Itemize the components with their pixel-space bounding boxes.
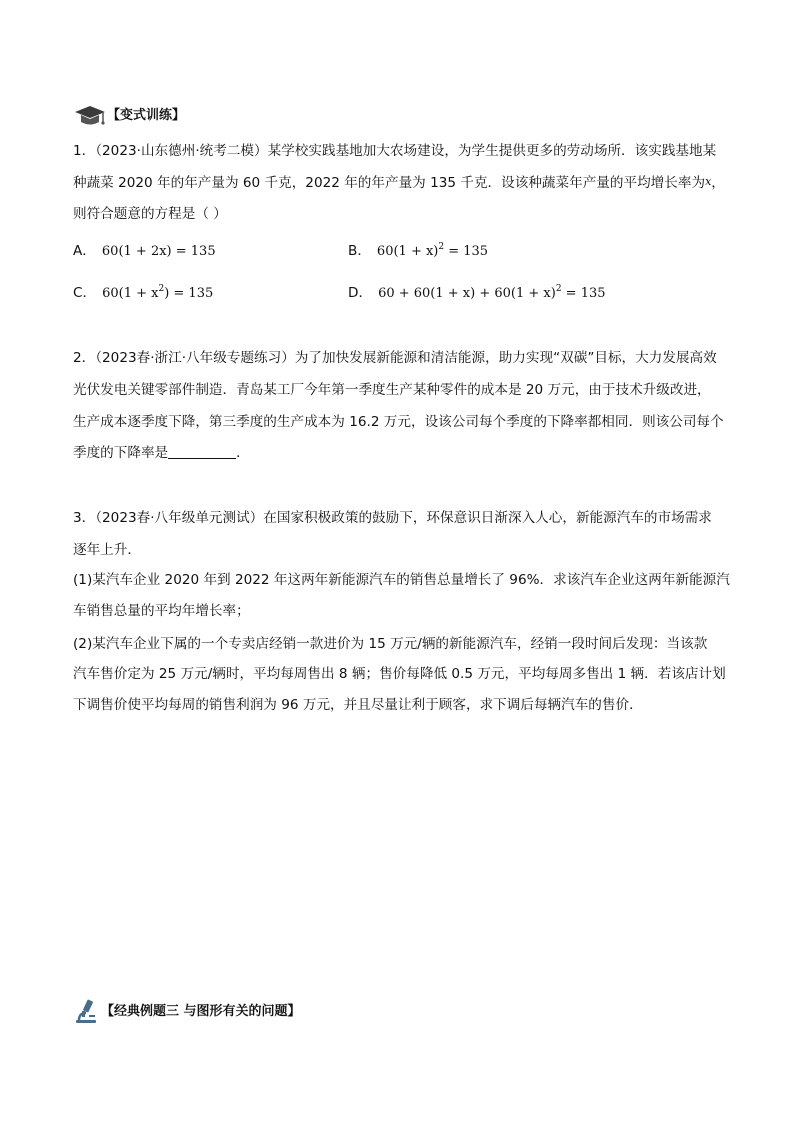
option-expression: $60 + 60(1 + x) + 60(1 + x)^2 = 135$	[378, 284, 606, 301]
q3-part2-line1: (2)某汽车企业下属的一个专卖店经销一款进价为 15 万元/辆的新能源汽车，经销一段时间后发现：当该款	[73, 636, 708, 652]
q2-line4-text: 季度的下降率是	[73, 445, 169, 461]
q3-part2-line3: 下调售价使平均每周的销售利润为 96 万元，并且尽量让利于顾客，求下调后每辆汽车的售价．	[73, 697, 643, 713]
option-label: C．	[73, 285, 97, 301]
q2-line1: 2．（2023春·浙江·八年级专题练习）为了加快发展新能源和清洁能源，助力实现“双碳”目标，大力发展高效	[73, 350, 717, 366]
option-expression: 60(1 + 2x) = 135	[101, 244, 216, 259]
option-expression: $60(1 + x^2) = 135$	[102, 284, 214, 301]
q3-line2: 逐年上升．	[73, 542, 141, 558]
q1-line2-text: 种蔬菜 2020 年的年产量为 60 千克，2022 年的年产量为 135 千克．设该种蔬菜年产量的平均增长率为	[73, 175, 706, 191]
q3-part2-line2: 汽车售价定为 25 万元/辆时，平均每周售出 8 辆；售价每降低 0.5 万元，平均每周多售出 1 辆．若该店计划	[73, 666, 726, 682]
q3-part1-line1: (1)某汽车企业 2020 年到 2022 年这两年新能源汽车的销售总量增长了 96%．求该汽车企业这两年新能源汽	[73, 572, 730, 588]
q1-line3: 则符合题意的方程是（ ）	[73, 206, 227, 222]
option-expression: $60(1 + x)^2 = 135$	[376, 242, 489, 259]
section-title: 【经典例题三 与图形有关的问题】	[101, 1004, 301, 1019]
q1-line1: 1．（2023·山东德州·统考二模）某学校实践基地加大农场建设，为学生提供更多的劳动场所．该实践基地某	[73, 143, 717, 159]
q1-line2	[73, 172, 725, 193]
microscope-icon	[73, 998, 101, 1026]
q2-line4-end: ．	[236, 445, 250, 461]
q1-option-b[interactable]	[348, 241, 488, 262]
q2-line4	[73, 443, 250, 463]
q3-part1-line2: 车销售总量的平均年增长率；	[73, 603, 250, 619]
q2-line3: 生产成本逐季度下降，第三季度的生产成本为 16.2 万元，设该公司每个季度的下降率都相同．则该公司每个	[73, 414, 724, 430]
q3-line1: 3．（2023春·八年级单元测试）在国家积极政策的鼓励下，环保意识日渐深入人心，新能源汽车的市场需求	[73, 510, 712, 526]
option-label: D．	[348, 285, 373, 301]
option-label: B．	[348, 243, 371, 259]
q2-line2: 光伏发电关键零部件制造．青岛某工厂今年第一季度生产某种零件的成本是 20 万元，由于技术升级改进，	[73, 382, 711, 398]
section-header-variant-training	[73, 103, 273, 129]
section-header-classic-example-3	[73, 998, 393, 1026]
q1-variable-x: x	[705, 175, 712, 188]
q1-option-d[interactable]	[348, 283, 606, 304]
q1-option-c[interactable]	[73, 283, 213, 304]
graduation-cap-icon	[73, 103, 107, 129]
option-label: A．	[73, 243, 96, 259]
q1-line2-end: ，	[711, 175, 725, 191]
section-title: 【变式训练】	[107, 108, 186, 123]
answer-blank[interactable]	[168, 444, 236, 459]
q1-option-a[interactable]	[73, 241, 216, 262]
